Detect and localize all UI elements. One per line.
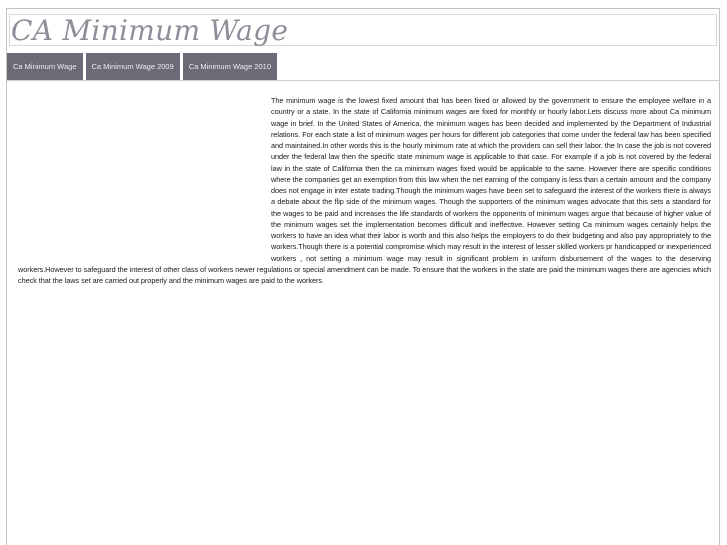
site-title[interactable]: CA Minimum Wage — [11, 14, 289, 47]
ad-space — [0, 95, 271, 255]
tab-ca-minimum-wage-2010[interactable]: Ca Minimum Wage 2010 — [183, 53, 277, 80]
nav-divider — [7, 80, 720, 81]
tab-ca-minimum-wage-2009[interactable]: Ca Minimum Wage 2009 — [86, 53, 180, 80]
nav-bar — [7, 53, 277, 80]
tab-ca-minimum-wage[interactable]: Ca Minimum Wage — [7, 53, 83, 80]
article-body: The minimum wage is the lowest fixed amount that has been fixed or allowed by the government to ensure the employee welfare in a country or a state. In the state of California minimum wages are fixed for monthly or hourly labor.Lets discuss more about Ca minimum wage in brief. In the United States of America, the minimum wages has been decided and implemented by the Department of Industrial relations. For each state a list of minimum wages per hours for different job categories that come under the federal law has been specified and maintained.In other words this is the hourly minimum rate at which the providers can sell their labor. the In case the job is not covered under the federal law then the specific state minimum wage is applicable to that case. For example if a job is not covered by the federal law in the state of California then the ca minimum wages fixed would be applicable to the same. However there are specific conditions where the companies get an exemption from this law when the net earning of the company is less than a certain amount and the company does not engage in inter estate trading.Though the minimum wages have been set to safeguard the interest of the workers there is always a debate about the flip side of the minimum wages. Though the supporters of the minimum wages advocate that this sets a standard for the wages to be paid and increases the life standards of workers the opponents of minimum wages argue that because of higher value of the minimum wages set the implementation becomes difficult and ineffective. However setting Ca minimum wages certainly helps the workers to have an idea what their labor is worth and this also helps the employers to do their budgeting and also pay appropriately to the workers.Though there is a potential compromise which may result in the interest of lesser skilled workers pr handicapped or inexperienced workers , not setting a minimum wage may result in significant problem in uniform disbursement of the wages to the deserving workers.However to safeguard the interest of other class of workers newer regulations or special amendment can be made. To ensure that the workers in the state are paid the minimum wages there are agencies which check that the laws set are carried out properly and the minimum wages are paid to the workers. — [18, 96, 711, 285]
article — [0, 95, 727, 285]
